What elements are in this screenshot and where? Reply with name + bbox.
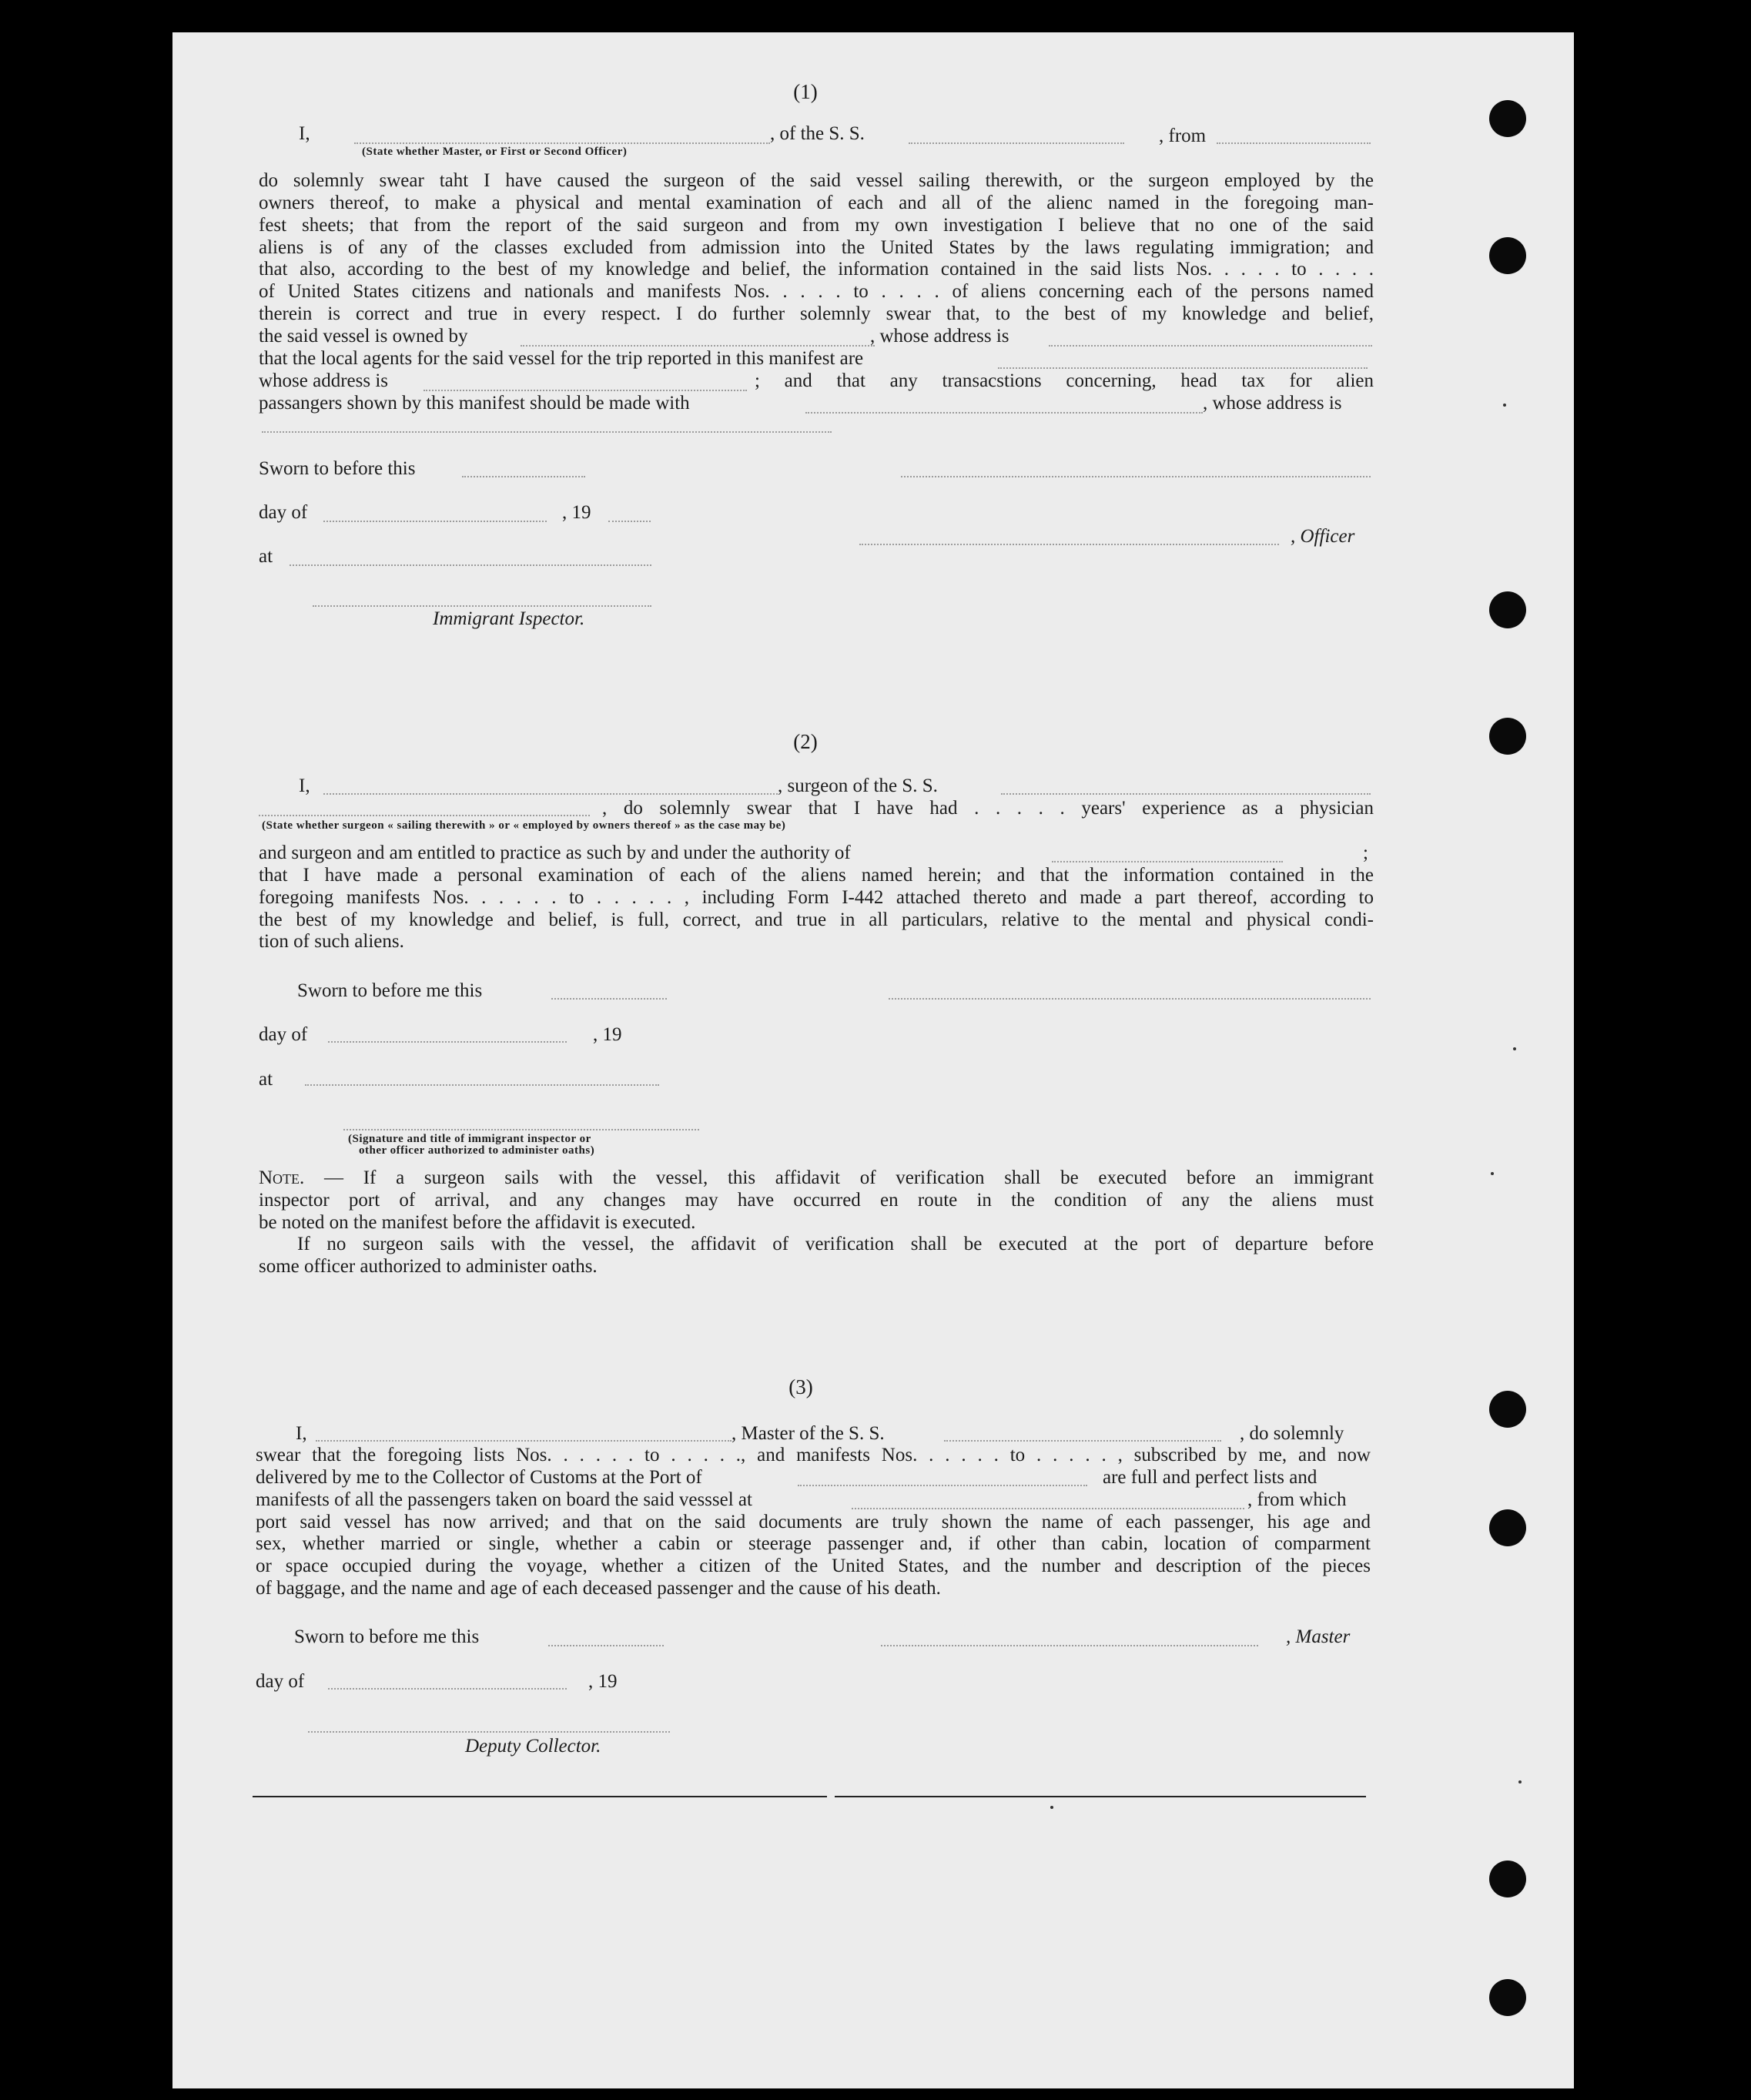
s1-local-agents: that the local agents for the said vessel for the trip reported in this manifest are (259, 348, 864, 369)
speck (1050, 1806, 1053, 1809)
s2-note-line-5: some officer authorized to administer oaths. (259, 1256, 598, 1277)
s3-line-3a: delivered by me to the Collector of Customs at the Port of (256, 1467, 702, 1488)
s2-authority: and surgeon and am entitled to practice as such by and under the authority of (259, 842, 851, 863)
s1-passengers-field[interactable] (805, 412, 1203, 414)
s1-inspector-signature-field[interactable] (313, 605, 651, 607)
section-1-number: (1) (793, 80, 818, 103)
s2-vessel-field[interactable] (1001, 793, 1371, 795)
bottom-rule-right (835, 1796, 1366, 1797)
s1-transactions: ; and that any transacstions concerning, head tax for alien (755, 370, 1374, 391)
s1-officer-field[interactable] (354, 142, 770, 144)
s3-line-8: of baggage, and the name and age of each deceased passenger and the cause of his death. (256, 1578, 941, 1599)
s1-year: , 19 (562, 502, 591, 523)
punch-hole (1489, 237, 1526, 274)
s3-deputy-label: Deputy Collector. (465, 1736, 601, 1757)
s1-officer-note: (State whether Master, or First or Second Officer) (362, 146, 628, 158)
s2-authority-field[interactable] (1052, 861, 1283, 862)
bottom-rule-left (253, 1796, 827, 1797)
s1-officer-signature-field[interactable] (901, 476, 1371, 477)
speck (1518, 1780, 1522, 1783)
s2-status-field[interactable] (259, 815, 590, 816)
s1-from-field[interactable] (1217, 142, 1371, 144)
punch-hole (1489, 100, 1526, 137)
punch-hole (1489, 1979, 1526, 2016)
s3-sworn-field[interactable] (548, 1645, 664, 1646)
s3-line-6: sex, whether married or single, whether a cabin or steerage passenger and, if other than cabin, location of comparment (256, 1533, 1371, 1554)
s2-surgeon-field[interactable] (323, 793, 778, 795)
s1-passengers: passangers shown by this manifest should be made with (259, 393, 690, 414)
s3-day-of: day of (256, 1671, 305, 1692)
s2-sig-note-1: (Signature and title of immigrant inspector or (348, 1133, 591, 1145)
s1-whose-address: , whose address is (870, 326, 1009, 347)
s2-swear: , do solemnly swear that I have had . . . . . years' experience as a physician (602, 798, 1374, 819)
s1-from: , from (1159, 126, 1207, 146)
s1-day-field[interactable] (323, 521, 547, 522)
s3-master-signature-field[interactable] (881, 1645, 1258, 1646)
s1-owner-field[interactable] (521, 345, 875, 347)
s3-line-2: swear that the foregoing lists Nos. . . . . . to . . . . ., and manifests Nos. . . . . . to . . . . . , subscribed by me, and now (256, 1445, 1371, 1465)
s1-line-4: aliens is of any of the classes excluded from admission into the United States by the laws regulating immigration; and (259, 237, 1374, 258)
s3-line-5: port said vessel has now arrived; and that on the said documents are truly shown the name of each passenger, his age and (256, 1512, 1371, 1532)
s1-line-3: fest sheets; that from the report of the said surgeon and from my own investigation I believe that no one of the said (259, 215, 1374, 236)
s3-departure-field[interactable] (852, 1508, 1244, 1509)
s1-of-ss: , of the S. S. (770, 123, 865, 144)
s2-line-1: that I have made a personal examination of each of the aliens named herein; and that the information contained in the (259, 865, 1374, 886)
s2-note-line-3: be noted on the manifest before the affidavit is executed. (259, 1212, 696, 1233)
s1-line-6: of United States citizens and nationals and manifests Nos. . . . . to . . . . of aliens concerning each of the persons named (259, 281, 1374, 302)
s2-note-line-2: inspector port of arrival, and any changes may have occurred en route in the condition of any the aliens must (259, 1190, 1374, 1211)
punch-hole (1489, 591, 1526, 628)
s1-passengers-address-field[interactable] (262, 431, 832, 433)
s2-day-of: day of (259, 1024, 308, 1045)
s3-sworn: Sworn to before me this (294, 1626, 480, 1647)
s2-sworn-field[interactable] (551, 998, 667, 1000)
note-label: Note. (259, 1167, 305, 1188)
s1-line-2: owners thereof, to make a physical and mental examination of each and all of the alienc named in the foregoing man- (259, 193, 1374, 213)
s2-year: , 19 (593, 1024, 622, 1045)
s1-whose-address-3: , whose address is (1203, 393, 1342, 414)
s2-at-field[interactable] (305, 1084, 659, 1086)
s3-line-4a: manifests of all the passengers taken on board the said vesssel at (256, 1489, 752, 1510)
speck (1513, 1047, 1516, 1050)
s2-day-field[interactable] (328, 1041, 567, 1043)
s3-master-of: , Master of the S. S. (732, 1423, 885, 1444)
s3-line-3b: are full and perfect lists and (1103, 1467, 1317, 1488)
s1-day-of: day of (259, 502, 308, 523)
s1-at: at (259, 546, 273, 567)
s1-line-1: do solemnly swear taht I have caused the surgeon of the said vessel sailing therewith, or the surgeon employed by the (259, 170, 1374, 191)
s2-inspector-signature-field[interactable] (343, 1129, 699, 1130)
s2-at: at (259, 1069, 273, 1090)
punch-hole (1489, 1391, 1526, 1428)
s3-line-7: or space occupied during the voyage, whether a citizen of the United States, and the number and description of the pieces (256, 1556, 1371, 1576)
s3-vessel-field[interactable] (944, 1440, 1221, 1442)
punch-hole (1489, 718, 1526, 755)
s2-note-line-4: If no surgeon sails with the vessel, the affidavit of verification shall be executed at the port of departure before (297, 1234, 1374, 1254)
s1-vessel-field[interactable] (909, 142, 1124, 144)
s3-deputy-signature-field[interactable] (308, 1731, 670, 1733)
s1-inspector-label: Immigrant Ispector. (433, 608, 585, 629)
s1-line-7: therein is correct and true in every respect. I do further solemnly swear that, to the best of my knowledge and belief, (259, 303, 1374, 324)
s3-master-field[interactable] (316, 1440, 732, 1442)
s2-line-4: tion of such aliens. (259, 931, 404, 952)
s2-line-2: foregoing manifests Nos. . . . . . to . . . . . , including Form I-442 attached thereto and made a part thereof, according to (259, 887, 1374, 908)
punch-hole (1489, 1509, 1526, 1546)
s3-day-field[interactable] (328, 1688, 567, 1690)
s3-master-label: , Master (1286, 1626, 1351, 1647)
s3-port-field[interactable] (798, 1485, 1087, 1486)
s1-sworn: Sworn to before this (259, 458, 416, 479)
punch-hole (1489, 1861, 1526, 1897)
s1-line-5: that also, according to the best of my knowledge and belief, the information contained in the said lists Nos. . . . . to . . . . (259, 259, 1374, 280)
s1-year-field[interactable] (608, 521, 651, 522)
speck (1491, 1172, 1494, 1175)
s3-year: , 19 (588, 1671, 618, 1692)
s3-line-4b: , from which (1247, 1489, 1347, 1510)
s1-sworn-field[interactable] (462, 476, 585, 477)
s1-agents-field[interactable] (998, 367, 1368, 369)
s3-i: I, (296, 1423, 307, 1444)
s2-semicolon: ; (1363, 842, 1368, 863)
speck (1503, 404, 1506, 407)
s1-agents-address-field[interactable] (424, 390, 747, 391)
s2-sig-note-2: other officer authorized to administer oaths) (359, 1144, 595, 1157)
section-2-number: (2) (793, 730, 818, 753)
s2-surgeon-of: , surgeon of the S. S. (778, 775, 938, 796)
s3-do-solemnly: , do solemnly (1240, 1423, 1344, 1444)
s2-note-line-1 (259, 1167, 1374, 1190)
s2-signature-field[interactable] (889, 998, 1371, 1000)
s1-i: I, (299, 123, 310, 144)
s1-officer-field-2[interactable] (859, 544, 1279, 545)
s1-owner-address-field[interactable] (1049, 345, 1372, 347)
s2-sworn: Sworn to before me this (297, 980, 483, 1001)
s1-officer-label: , Officer (1291, 526, 1355, 547)
s2-line-3: the best of my knowledge and belief, is full, correct, and true in all particulars, relative to the mental and physical condi- (259, 909, 1374, 930)
s1-owned-by: the said vessel is owned by (259, 326, 468, 347)
note-text-1: — If a surgeon sails with the vessel, this affidavit of verification shall be executed before an immigrant (304, 1167, 1374, 1188)
s1-at-field[interactable] (290, 564, 651, 566)
section-3-number: (3) (788, 1375, 813, 1398)
s2-status-note: (State whether surgeon « sailing therewith » or « employed by owners thereof » as the case may be) (262, 819, 786, 832)
s1-whose-address-2: whose address is (259, 370, 389, 391)
s2-i: I, (299, 775, 310, 796)
